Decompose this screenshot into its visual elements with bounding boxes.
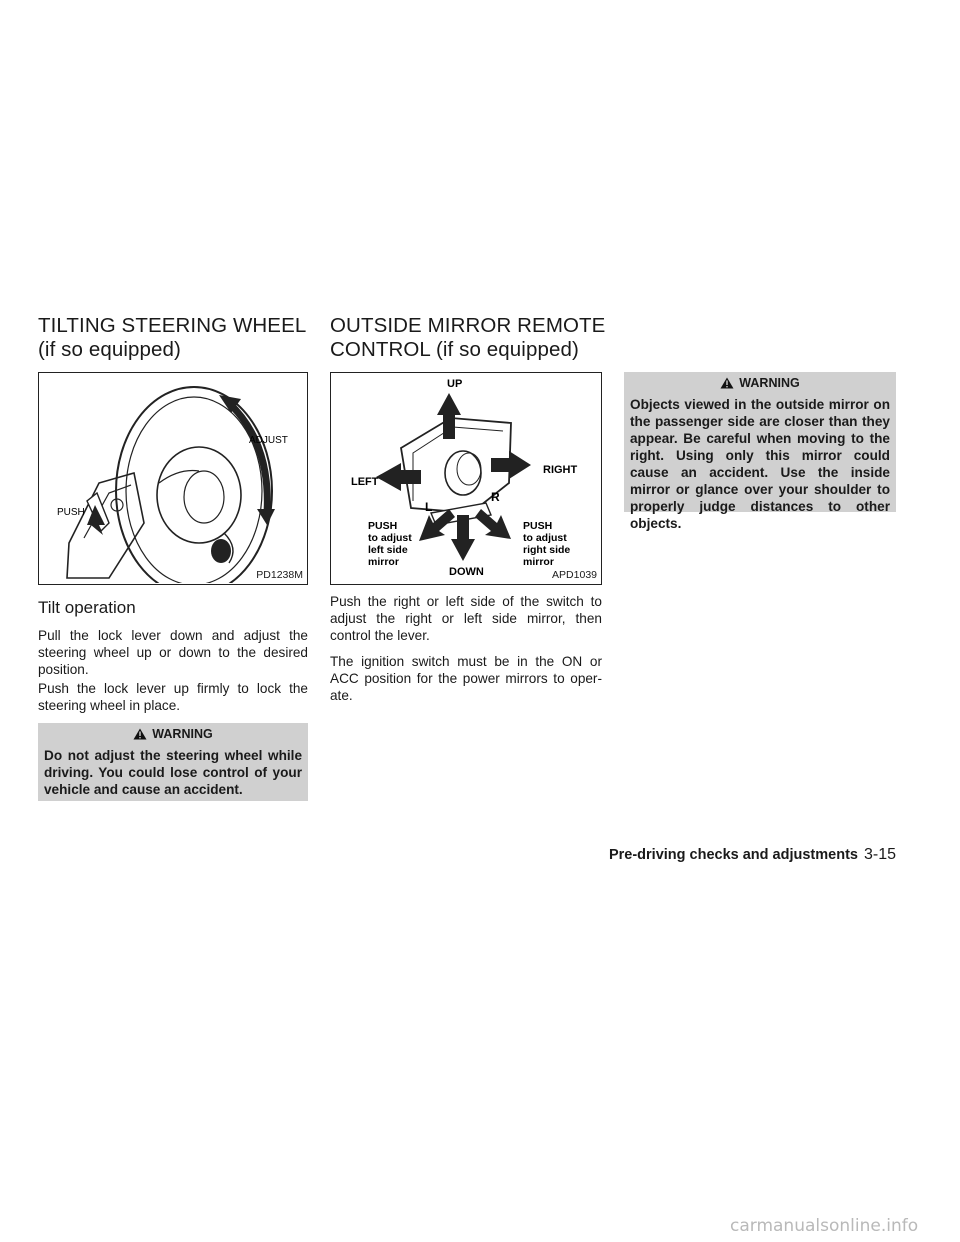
warning-box — [624, 372, 896, 531]
warning-heading: WARNING — [152, 727, 213, 741]
warning-text: Objects viewed in the outside mirror on the passenger side are closer than they appear. Be careful when moving to the right. Using only this mirror could cause an accident. Use the inside mirror or glance over your shoulder to properly judge distances to other objects. — [630, 397, 890, 531]
warning-triangle-icon — [720, 377, 734, 389]
figure-label-adjust: ADJUST — [249, 435, 288, 446]
figure-label-right: RIGHT — [543, 464, 578, 476]
figure-label-down: DOWN — [449, 566, 484, 578]
push-left-line: PUSH — [368, 520, 398, 532]
watermark: carmanualsonline.info — [730, 1216, 919, 1236]
figure-label-left: LEFT — [351, 476, 379, 488]
steering-wheel-illustration — [39, 373, 306, 583]
warning-triangle-icon — [133, 728, 147, 740]
footer-section-name: Pre-driving checks and adjustments — [608, 847, 858, 863]
push-right-line: right side — [523, 544, 571, 556]
section-title-tilting: TILTING STEERING WHEEL (if so equipped) — [38, 314, 307, 361]
steering-wheel-figure — [38, 372, 308, 585]
push-left-line: left side — [368, 544, 408, 556]
page-footer — [590, 846, 896, 864]
push-left-line: mirror — [368, 556, 399, 568]
warning-box — [38, 723, 308, 801]
svg-text:PUSH to adjust rig — [523, 520, 573, 568]
mirror-switch-illustration — [331, 373, 600, 583]
figure-code: APD1039 — [552, 569, 597, 581]
figure-label-r: R — [491, 490, 500, 504]
warning-heading: WARNING — [739, 376, 800, 390]
figure-label-push: PUSH — [57, 507, 85, 518]
figure-label-l: L — [425, 500, 433, 514]
paragraph: Push the right or left side of the switch to adjust the right or left side mirror, then control the lever. — [330, 594, 602, 643]
push-right-line: mirror — [523, 556, 554, 568]
subhead-tilt-operation: Tilt operation — [38, 598, 136, 617]
figure-label-up: UP — [447, 378, 463, 390]
paragraph: Pull the lock lever down and adjust the steering wheel up or down to the desired position. — [38, 628, 308, 677]
footer-page-number: 3-15 — [863, 846, 896, 863]
figure-code: PD1238M — [256, 569, 303, 581]
push-right-line: to adjust — [523, 532, 567, 544]
mirror-switch-figure — [330, 372, 602, 585]
paragraph: Push the lock lever up firmly to lock the steering wheel in place. — [38, 681, 308, 713]
push-left-line: to adjust — [368, 532, 412, 544]
paragraph: The ignition switch must be in the ON or ACC position for the power mirrors to oper-ate. — [330, 654, 602, 703]
push-right-line: PUSH — [523, 520, 553, 532]
svg-text:PUSH to adjust lef — [368, 520, 415, 568]
section-title-outside-mirror: OUTSIDE MIRROR REMOTE CONTROL (if so equipped) — [330, 314, 606, 361]
warning-text: Do not adjust the steering wheel while driving. You could lose control of your vehicle and cause an accident. — [44, 748, 302, 797]
